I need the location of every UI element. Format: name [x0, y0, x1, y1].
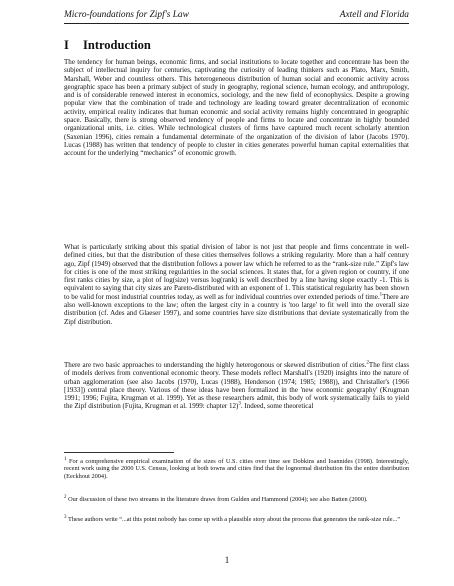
footnote-3-text: These authors write “...at this point nobody has come up with a plausible story about the process that generates the rank-size rule...”	[67, 516, 401, 523]
header-title: Micro-foundations for Zipf's Law	[64, 10, 189, 20]
paragraph-3-text-cont: The first class of models derives from conventional economic theory. These models reflect Marshall's (1920) insights into the nature of urban agglomeration (see also Jacobs (1970), Lucas (1988), Henderson (1974; 1985; 1988)), and Christaller's (1966 [1933]) central place theory. Various of these ideas have been formalized in the 'new economic geography' (Krugman 1991; 1996; Fujita, Krugman et al. 1999). Yet as these researchers admit, this body of work systematically fails to yield the Zipf distribution (Fujita, Krugman et al. 1999: chapter 12)	[64, 361, 410, 411]
footnote-2-marker: 2	[64, 494, 67, 500]
paragraph-3-text-end: . Indeed, some theoretical	[240, 402, 314, 411]
paragraph-2-text-cont: There are also well-known exceptions to the law; often the largest city in a country is 'too large' to fit well into the overall size distribution (cf. Ades and Glaeser 1997), and some countries have size distributions that deviate systematically from the Zipf distribution.	[64, 292, 409, 326]
footnote-2-text: Our discussion of these two streams in the literature draws from Gulden and Hammond (2004); see also Batten (2000).	[68, 496, 368, 503]
footnote-ref-1: 1	[379, 292, 383, 298]
footnote-1	[64, 458, 409, 480]
header-authors: Axtell and Florida	[339, 10, 409, 20]
footnote-ref-3: 3	[238, 402, 241, 408]
paragraph-2-text: What is particularly striking about this spatial division of labor is not just that people and firms concentrate in well-defined cities, but that the distribution of these cities themselves follows a striking regularity. More than a half century ago, Zipf (1949) observed that the distribution follows a power law which he referred to as the “rank-size rule.” Zipf's law for cities is one of the most striking regularities in the social sciences. It states that, for a given region or country, if one first ranks cities by size, a plot of log(size) versus log(rank) is well described by a line having slope exactly -1. This is equivalent to saying that city sizes are Pareto-distributed with an exponent of 1. This statistical regularity has been shown to be valid for most industrial countries today, as well as for individual countries over extended periods of time.	[64, 243, 409, 301]
footnote-rule	[64, 452, 174, 453]
page-number: 1	[224, 555, 230, 565]
section-title: Introduction	[83, 38, 151, 52]
footnote-1-marker: 1	[64, 456, 67, 462]
footnote-3-marker: 3	[64, 514, 67, 520]
paragraph-3-text: There are two basic approaches to understanding the highly heterogonous or skewed distribution of cities.	[64, 361, 367, 369]
footnote-1-text: For a comprehensive empirical examination of the sizes of U.S. cities over time see Dobkins and Ioannides (1998). Interestingly, recent work using the 2000 U.S. Census, looking at both towns and cities find that the lognormal distribution fits the entire distribution (Eeckhout 2004).	[64, 458, 410, 480]
footnote-ref-2: 2	[366, 360, 369, 366]
paragraph-3	[64, 361, 409, 411]
paragraph-1-text: The tendency for human beings, economic firms, and social institutions to locate together and concentrate has been the subject of intellectual inquiry for centuries, captivating the curiosity of leading thinkers such as Plato, Marx, Smith, Marshall, Weber and countless others. This heterogeneous distribution of human social and economic activity across geographic space has been a primary subject of study in geography, regional science, human ecology, and anthropology, and is of considerable renewed interest in economics, sociology, and the new field of econophysics. Despite a growing popular view that the combination of trade and technology are leading toward greater decentralization of economic activity, empirical reality indicates that human economic and social activity remains highly concentrated in geographic space. Basically, there is strong observed tendency of people and firms to locate and concentrate in highly bounded organizational units, i.e. cities. While technological clusters of firms have captured much recent scholarly attention (Saxenian 1996), cities remain a fundamental determinate of the organization of the division of labor (Jacobs 1970). Lucas (1988) has written that tendency of people to cluster in cities generates powerful human capital externalities that account for the underlying “mechanics” of economic growth.	[64, 58, 409, 158]
section-heading	[64, 38, 151, 53]
footnote-3	[64, 516, 409, 523]
running-header	[64, 8, 409, 24]
footnote-2	[64, 496, 409, 503]
section-number: I	[64, 38, 69, 52]
paragraph-2	[64, 243, 409, 326]
paragraph-1	[64, 58, 409, 158]
